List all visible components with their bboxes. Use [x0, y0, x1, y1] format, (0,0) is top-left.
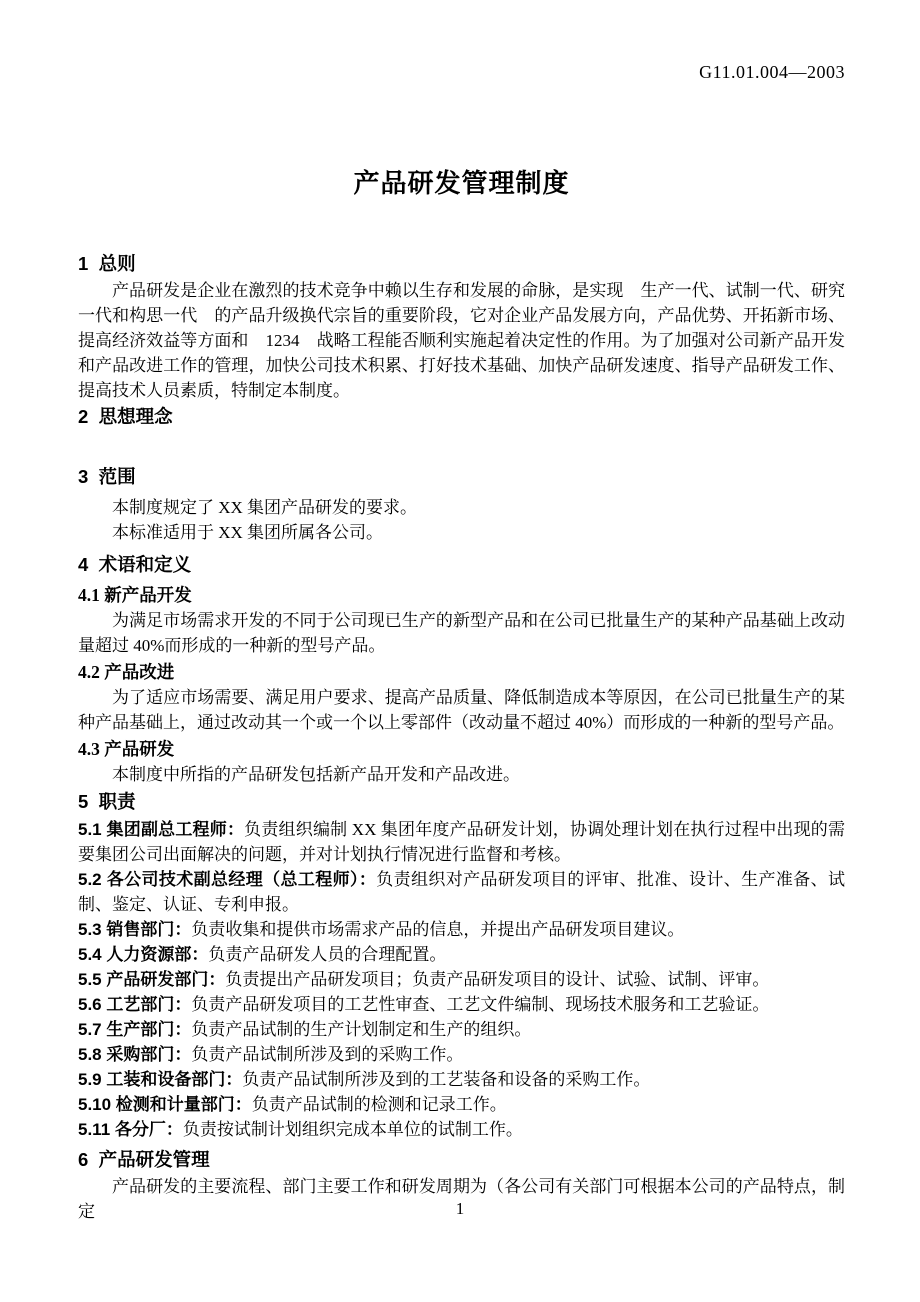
duty-text-5-11: 负责按试制计划组织完成本单位的试制工作。	[182, 1120, 523, 1139]
duty-label-5-6: 5.6 工艺部门：	[78, 995, 192, 1014]
doc-number: G11.01.004—2003	[699, 62, 845, 82]
duty-text-5-10: 负责产品试制的检测和记录工作。	[251, 1095, 507, 1114]
section-heading-5: 5 职责	[78, 791, 136, 812]
duty-label-5-11: 5.11 各分厂：	[78, 1120, 183, 1139]
section-heading-1: 1 总则	[78, 253, 136, 274]
section-2-empty-body	[78, 429, 845, 465]
section-1-paragraph: 产品研发是企业在激烈的技术竞争中赖以生存和发展的命脉，是实现 生产一代、试制一代、研究一代和构思一代 的产品升级换代宗旨的重要阶段，它对企业产品发展方向，产品优势、开拓新市场、提高经济效益等方面和 1234 战略工程能否顺利实施起着决定性的作用。为了加强对公司新产品开发和产品改进工作的管理，加快公司技术积累、打好技术基础、加快产品研发速度、指导产品研发工作、提高技术人员素质，特制定本制度。	[78, 281, 845, 400]
page-number: 1	[455, 1199, 465, 1218]
duty-item-5-7	[78, 1017, 845, 1042]
duty-text-5-6: 负责产品研发项目的工艺性审查、工艺文件编制、现场技术服务和工艺验证。	[191, 995, 770, 1014]
section-3-paragraph-1: 本制度规定了 XX 集团产品研发的要求。	[112, 498, 418, 517]
duty-item-5-3	[78, 917, 845, 942]
subsection-4-3-paragraph: 本制度中所指的产品研发包括新产品开发和产品改进。	[112, 765, 520, 784]
subsection-4-1-paragraph: 为满足市场需求开发的不同于公司现已生产的新型产品和在公司已批量生产的某种产品基础上改动量超过 40%而形成的一种新的型号产品。	[78, 611, 845, 655]
duty-label-5-2: 5.2 各公司技术副总经理（总工程师）：	[78, 870, 377, 889]
duty-item-5-10	[78, 1092, 845, 1117]
duty-label-5-7: 5.7 生产部门：	[78, 1020, 192, 1039]
duty-label-5-8: 5.8 采购部门：	[78, 1045, 192, 1064]
duty-item-5-2	[78, 867, 845, 917]
subsection-heading-4-3: 4.3 产品研发	[78, 739, 175, 759]
duty-text-5-2: 负责组织对产品研发项目的评审、批准、设计、生产准备、试制、鉴定、认证、专利申报。	[78, 870, 846, 914]
duty-text-5-9: 负责产品试制所涉及到的工艺装备和设备的采购工作。	[242, 1070, 651, 1089]
duty-text-5-1: 负责组织编制 XX 集团年度产品研发计划，协调处理计划在执行过程中出现的需要集团公司出面解决的问题，并对计划执行情况进行监督和考核。	[78, 820, 845, 864]
duty-item-5-8	[78, 1042, 845, 1067]
page-title: 产品研发管理制度	[353, 168, 570, 198]
duty-item-5-4	[78, 942, 845, 967]
section-heading-2: 2 思想理念	[78, 406, 173, 427]
duty-item-5-11	[78, 1117, 845, 1142]
section-6-paragraph: 产品研发的主要流程、部门主要工作和研发周期为（各公司有关部门可根据本公司的产品特点，制定	[78, 1177, 845, 1221]
duty-text-5-8: 负责产品试制所涉及到的采购工作。	[191, 1045, 464, 1064]
subsection-heading-4-2: 4.2 产品改进	[78, 662, 175, 682]
duty-text-5-4: 负责产品研发人员的合理配置。	[208, 945, 447, 964]
duty-label-5-4: 5.4 人力资源部：	[78, 945, 209, 964]
duty-item-5-1	[78, 817, 845, 867]
duty-item-5-6	[78, 992, 845, 1017]
duty-text-5-5: 负责提出产品研发项目；负责产品研发项目的设计、试验、试制、评审。	[225, 970, 770, 989]
section-heading-6: 6 产品研发管理	[78, 1149, 210, 1170]
duty-text-5-3: 负责收集和提供市场需求产品的信息，并提出产品研发项目建议。	[191, 920, 685, 939]
section-heading-3: 3 范围	[78, 466, 136, 487]
subsection-4-2-paragraph: 为了适应市场需要、满足用户要求、提高产品质量、降低制造成本等原因，在公司已批量生产的某种产品基础上，通过改动其一个或一个以上零部件（改动量不超过 40%）而形成的一种新的型号产品。	[78, 688, 845, 732]
section-heading-4: 4 术语和定义	[78, 554, 192, 575]
duty-label-5-3: 5.3 销售部门：	[78, 920, 192, 939]
duty-item-5-5	[78, 967, 845, 992]
duty-label-5-10: 5.10 检测和计量部门：	[78, 1095, 252, 1114]
duty-label-5-5: 5.5 产品研发部门：	[78, 970, 226, 989]
duty-label-5-1: 5.1 集团副总工程师：	[78, 820, 245, 839]
section-3-paragraph-2: 本标准适用于 XX 集团所属各公司。	[112, 523, 384, 542]
subsection-heading-4-1: 4.1 新产品开发	[78, 585, 192, 605]
duty-label-5-9: 5.9 工装和设备部门：	[78, 1070, 243, 1089]
duty-text-5-7: 负责产品试制的生产计划制定和生产的组织。	[191, 1020, 532, 1039]
duty-item-5-9	[78, 1067, 845, 1092]
